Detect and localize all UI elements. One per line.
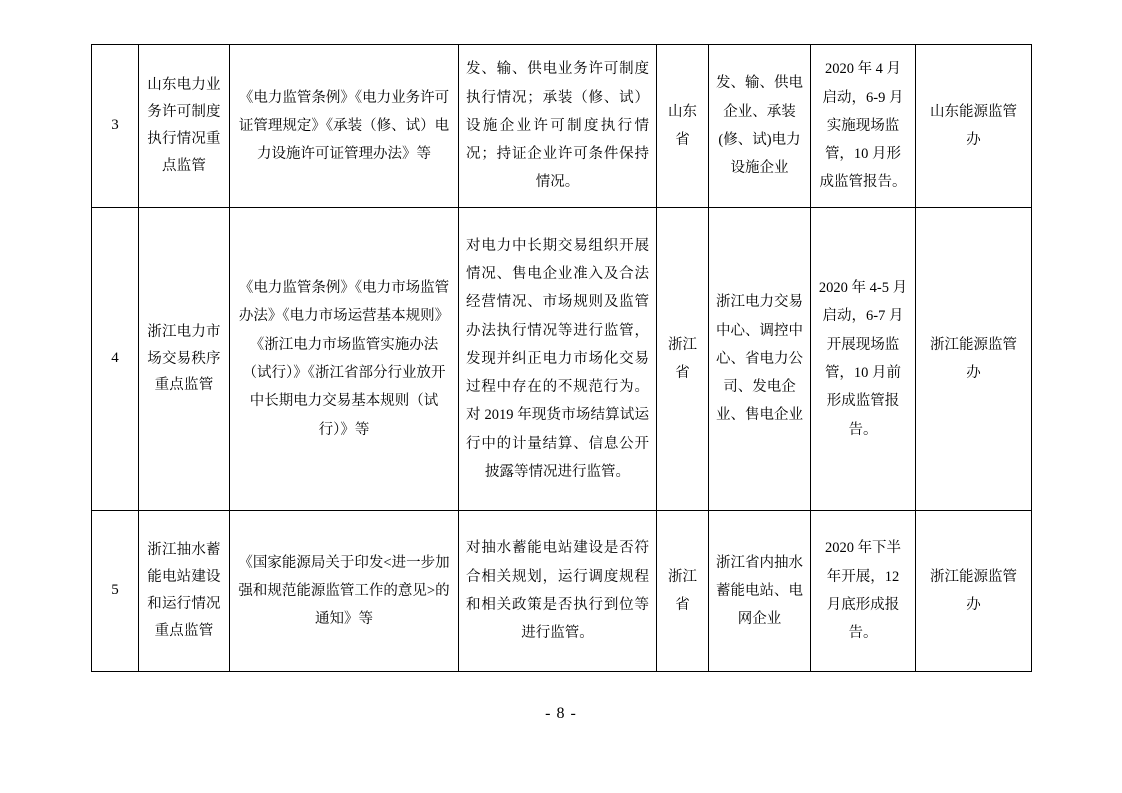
row-index: 5 [92, 511, 139, 672]
row-project-name: 山东电力业务许可制度执行情况重点监管 [139, 45, 230, 208]
row-region: 山东省 [657, 45, 709, 208]
row-content: 对抽水蓄能电站建设是否符合相关规划，运行调度规程和相关政策是否执行到位等进行监管。 [459, 511, 657, 672]
row-schedule: 2020 年 4 月启动，6-9 月实施现场监管，10 月形成监管报告。 [811, 45, 916, 208]
table-row [92, 45, 1032, 208]
row-content: 对电力中长期交易组织开展情况、售电企业准入及合法经营情况、市场规则及监管办法执行情况等进行监管，发现并纠正电力市场化交易过程中存在的不规范行为。对 2019 年现货市场结算试运行中的计量结算、信息公开披露等情况进行监管。 [459, 208, 657, 511]
row-region: 浙江省 [657, 208, 709, 511]
row-project-name: 浙江电力市场交易秩序重点监管 [139, 208, 230, 511]
row-object: 浙江省内抽水蓄能电站、电网企业 [709, 511, 811, 672]
row-legal-basis: 《电力监管条例》《电力市场监管办法》《电力市场运营基本规则》《浙江电力市场监管实施办法（试行）》《浙江省部分行业放开中长期电力交易基本规则（试行）》等 [230, 208, 459, 511]
row-object: 浙江电力交易中心、调控中心、省电力公司、发电企业、售电企业 [709, 208, 811, 511]
row-organization: 山东能源监管办 [916, 45, 1032, 208]
row-region: 浙江省 [657, 511, 709, 672]
row-legal-basis: 《国家能源局关于印发<进一步加强和规范能源监管工作的意见>的通知》等 [230, 511, 459, 672]
row-schedule: 2020 年 4-5 月启动，6-7 月开展现场监管，10 月前形成监管报告。 [811, 208, 916, 511]
page-number: - 8 - [545, 705, 577, 722]
row-organization: 浙江能源监管办 [916, 511, 1032, 672]
row-index: 3 [92, 45, 139, 208]
row-object: 发、输、供电企业、承装(修、试)电力设施企业 [709, 45, 811, 208]
table-row [92, 208, 1032, 511]
row-schedule: 2020 年下半年开展，12 月底形成报告。 [811, 511, 916, 672]
row-project-name: 浙江抽水蓄能电站建设和运行情况重点监管 [139, 511, 230, 672]
row-content: 发、输、供电业务许可制度执行情况；承装（修、试）设施企业许可制度执行情况；持证企业许可条件保持情况。 [459, 45, 657, 208]
row-index: 4 [92, 208, 139, 511]
row-legal-basis: 《电力监管条例》《电力业务许可证管理规定》《承装（修、试）电力设施许可证管理办法》等 [230, 45, 459, 208]
table-row [92, 511, 1032, 672]
supervision-plan-table [91, 44, 1032, 672]
row-organization: 浙江能源监管办 [916, 208, 1032, 511]
